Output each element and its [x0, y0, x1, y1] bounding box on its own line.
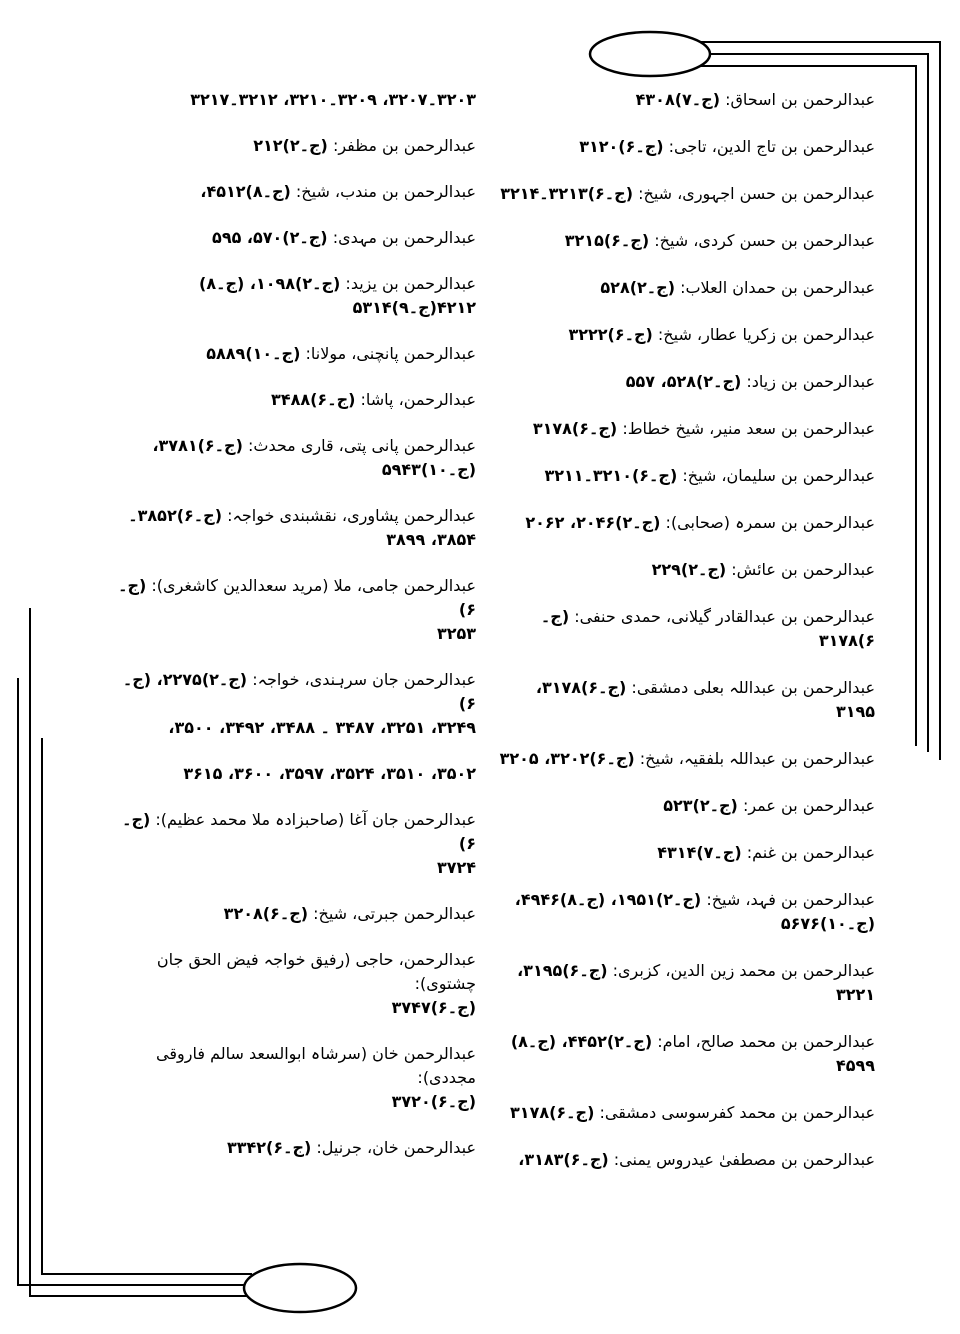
index-entry [495, 1148, 875, 1172]
entry-reference-continued: (ج۔۶)۳۷۴۷ [391, 998, 476, 1017]
entry-name: عبدالرحمن بن عائش: [731, 560, 875, 579]
index-entry [118, 342, 476, 366]
entry-name: عبدالرحمن بن محمد صالح، امام: [657, 1032, 875, 1051]
index-entry [495, 558, 875, 582]
index-entry [495, 676, 875, 724]
index-entry [118, 808, 476, 880]
index-entry [495, 605, 875, 653]
index-entry [495, 888, 875, 936]
entry-name: عبدالرحمن بن فہد، شیخ: [706, 890, 875, 909]
index-entry [118, 180, 476, 204]
entry-reference: (ج۔۶)۳۷۸۱، [152, 436, 243, 455]
index-entry [495, 276, 875, 300]
index-entry [118, 88, 476, 112]
index-entry [118, 226, 476, 250]
entry-reference-continued: ۴۲۱۲(ج۔۹)۵۳۱۴ [352, 298, 476, 317]
entry-name: عبدالرحمن بن اسحاق: [725, 90, 875, 109]
entry-name: عبدالرحمن بن محمد زین الدین، کزبری: [612, 961, 875, 980]
entry-name: عبدالرحمن بن عبداللہ بعلی دمشقی: [631, 678, 875, 697]
entry-name: عبدالرحمن بن سمرہ (صحابی): [665, 513, 875, 532]
index-entry [495, 747, 875, 771]
index-entry [118, 134, 476, 158]
entry-reference: (ج۔۶) [122, 810, 476, 853]
entry-name: عبدالرحمن، حاجی (رفیق خواجہ فیض الحق جان چشتوی): [156, 950, 476, 993]
entry-reference-continued: ۳۷۲۴ [436, 858, 476, 877]
entry-name: عبدالرحمن بن مندب، شیخ: [295, 182, 476, 201]
entry-reference: (ج۔۶)۳۸۵۲۔ [128, 506, 222, 525]
entry-reference: (ج۔۶)۳۱۹۵، [517, 961, 608, 980]
entry-reference: (ج۔۶)۳۲۲۲ [568, 325, 653, 344]
entry-reference: (ج۔۶)۳۱۷۸ [510, 1103, 595, 1122]
index-entry [118, 948, 476, 1020]
entry-reference-continued: ۳۲۲۱ [835, 985, 875, 1004]
entry-reference: (ج۔۶)۳۲۱۳۔۳۲۱۴ [500, 184, 633, 203]
entry-reference-continued: ۴۵۹۹ [835, 1056, 875, 1075]
entry-name: عبدالرحمن جبرتی، شیخ: [313, 904, 476, 923]
index-entry [118, 902, 476, 926]
entry-name: عبدالرحمن پانچنی، مولانا: [305, 344, 476, 363]
entry-reference: (ج۔۶)۳۱۸۳، [518, 1150, 609, 1169]
entry-name: عبدالرحمن جامی، ملا (مرید سعدالدین کاشغری): [151, 576, 476, 595]
index-entry [495, 182, 875, 206]
entry-name: عبدالرحمن بن عمر: [742, 796, 875, 815]
entry-reference: (ج۔۶)۳۳۴۲ [226, 1138, 312, 1157]
entry-reference: (ج۔۶)۳۴۸۸ [271, 390, 356, 409]
entry-reference-continued: ۳۸۵۴، ۳۸۹۹ [386, 530, 476, 549]
index-entry [495, 88, 875, 112]
entry-reference: (ج۔۶)۳۲۱۵ [564, 231, 650, 250]
index-entry [495, 417, 875, 441]
index-entry [495, 229, 875, 253]
entry-name: عبدالرحمن بن غنم: [746, 843, 875, 862]
index-column-left [118, 88, 476, 1182]
entry-name: عبدالرحمن بن حمدان العلاب: [680, 278, 875, 297]
index-entry [495, 841, 875, 865]
entry-reference: (ج۔۲)۵۲۳ [663, 796, 738, 815]
index-entry [118, 272, 476, 320]
entry-name: عبدالرحمن، پاشا: [360, 390, 476, 409]
entry-reference: (ج۔۲)۵۲۸ [600, 278, 675, 297]
index-entry [495, 464, 875, 488]
entry-name: عبدالرحمن خان (سرشاہ ابوالسعد سالم فاروقی مجددی): [156, 1044, 476, 1087]
entry-name: عبدالرحمن بن زکریا عطار، شیخ: [657, 325, 875, 344]
entry-name: عبدالرحمن بن مظفر: [332, 136, 476, 155]
entry-name: عبدالرحمن پشاوری، نقشبندی خواجہ: [227, 506, 476, 525]
entry-reference: (ج۔۶)۳۲۱۰۔۳۲۱۱ [544, 466, 678, 485]
index-entry [495, 1030, 875, 1078]
entry-name: عبدالرحمن خان، جرنیل: [316, 1138, 476, 1157]
entry-reference: (ج۔۲)۲۰۴۶، ۲۰۶۲ [525, 513, 661, 532]
index-entry [495, 323, 875, 347]
bottom-ornament-oval [244, 1264, 356, 1312]
entry-reference: (ج۔۲)۵۷۰، ۵۹۵ [212, 228, 328, 247]
entry-reference: (ج۔۱۰)۵۸۸۹ [206, 344, 301, 363]
index-entry [495, 511, 875, 535]
entry-reference-continued: (ج۔۱۰)۵۹۴۳ [381, 460, 476, 479]
entry-name: عبدالرحمن بن تاج الدین، تاجی: [668, 137, 875, 156]
entry-reference: (ج۔۲)۱۹۵۱، (ج۔۸)۴۹۴۶، [514, 890, 702, 909]
index-entry [495, 370, 875, 394]
entry-name: عبدالرحمن بن سعد منیر، شیخ خطاط: [622, 419, 875, 438]
entry-name: عبدالرحمن بن مہدی: [332, 228, 476, 247]
index-entry [118, 762, 476, 786]
entry-name: عبدالرحمن بن مصطفیٰ عیدروس یمنی: [613, 1150, 875, 1169]
index-entry [495, 135, 875, 159]
entry-reference: (ج۔۶)۳۱۷۸ [532, 419, 618, 438]
index-entry [118, 668, 476, 740]
entry-reference: (ج۔۲)۵۲۸، ۵۵۷ [625, 372, 742, 391]
entry-reference: (ج۔۸)۴۵۱۲، [200, 182, 291, 201]
entry-reference: (ج۔۶)۳۱۲۰ [579, 137, 664, 156]
entry-reference-continued: ۳۲۵۳ [436, 624, 476, 643]
index-entry [118, 1136, 476, 1160]
entry-reference: (ج۔۷)۴۳۱۴ [657, 843, 742, 862]
entry-name: عبدالرحمن بن محمد کفرسوسی دمشقی: [599, 1103, 875, 1122]
entry-reference-continued: ۳۲۴۹، ۳۲۵۱، ۳۴۸۷ ۔ ۳۴۸۸، ۳۴۹۲، ۳۵۰۰، [168, 718, 476, 737]
index-entry [118, 388, 476, 412]
index-entry [118, 574, 476, 646]
top-ornament-oval [590, 32, 710, 76]
index-entry [495, 1101, 875, 1125]
entry-reference: (ج۔۲)۱۰۹۸، (ج۔۸) [199, 274, 341, 293]
index-entry [495, 959, 875, 1007]
entry-reference-continued: (ج۔۱۰)۵۶۷۶ [780, 914, 875, 933]
entry-reference: ۳۵۰۲، ۳۵۱۰، ۳۵۲۴، ۳۵۹۷، ۳۶۰۰، ۳۶۱۵ [183, 764, 476, 783]
entry-reference: (ج۔۶)۳۲۰۸ [223, 904, 309, 923]
index-entry [118, 434, 476, 482]
index-entry [118, 1042, 476, 1114]
entry-reference: (ج۔۲)۲۲۷۵، (ج۔۶) [122, 670, 476, 713]
entry-reference: (ج۔۲)۲۱۲ [253, 136, 328, 155]
entry-reference: ۳۲۰۳۔۳۲۰۷، ۳۲۰۹۔۳۲۱۰، ۳۲۱۲۔۳۲۱۷ [190, 90, 476, 109]
entry-name: عبدالرحمن بن زیاد: [746, 372, 875, 391]
entry-reference: (ج۔۶)۳۲۰۲، ۳۲۰۵ [499, 749, 635, 768]
entry-name: عبدالرحمن بن سلیمان، شیخ: [682, 466, 875, 485]
entry-name: عبدالرحمن پانی پتی، قاری محدث: [247, 436, 476, 455]
entry-name: عبدالرحمن بن عبداللہ بلفقیہ، شیخ: [639, 749, 875, 768]
entry-name: عبدالرحمن جان سرہندی، خواجہ: [252, 670, 476, 689]
entry-name: عبدالرحمن بن حسن اجہوری، شیخ: [638, 184, 875, 203]
index-column-right [495, 88, 875, 1195]
entry-reference-continued: (ج۔۶)۳۷۲۰ [391, 1092, 476, 1111]
entry-reference: (ج۔۲)۲۲۹ [651, 560, 727, 579]
entry-name: عبدالرحمن جان آغا (صاحبزادہ ملا محمد عظیم): [155, 810, 476, 829]
entry-name: عبدالرحمن بن حسن کردی، شیخ: [654, 231, 875, 250]
entry-name: عبدالرحمن بن یزید: [345, 274, 476, 293]
index-entry [495, 794, 875, 818]
index-entry [118, 504, 476, 552]
entry-reference: (ج۔۷)۴۳۰۸ [635, 90, 720, 109]
entry-reference: (ج۔۶)۳۱۷۸، ۳۱۹۵ [535, 678, 875, 721]
entry-reference: (ج۔۲)۴۴۵۲، (ج۔۸) [510, 1032, 653, 1051]
entry-name: عبدالرحمن بن عبدالقادر گیلانی، حمدی حنفی: [574, 607, 875, 626]
entry-reference: (ج۔۶) [118, 576, 476, 619]
entry-reference: (ج۔۶)۳۱۷۸ [540, 607, 875, 650]
